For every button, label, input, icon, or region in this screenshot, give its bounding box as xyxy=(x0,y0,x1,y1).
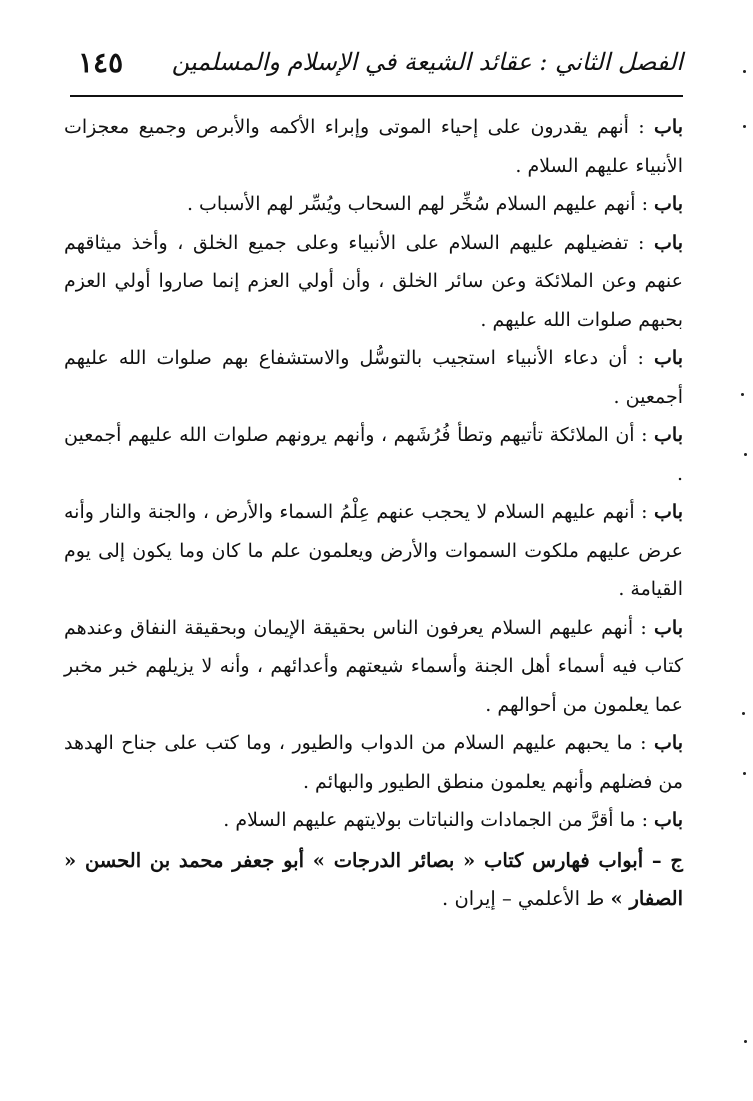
chapter-entry xyxy=(64,801,683,840)
entry-label: باب xyxy=(654,231,683,254)
scan-speck xyxy=(743,70,746,73)
entry-text: : ما أقرَّ من الجمادات والنباتات بولايتهم عليهم السلام . xyxy=(223,809,655,831)
entry-label: باب xyxy=(654,732,683,754)
entry-label: باب xyxy=(654,116,683,138)
entry-label: باب xyxy=(654,809,683,831)
entry-label: باب xyxy=(654,347,683,369)
chapter-entry xyxy=(64,339,683,416)
page-header xyxy=(70,38,683,92)
entry-text: : أن دعاء الأنبياء استجيب بالتوسُّل والاستشفاع بهم صلوات الله عليهم أجمعين . xyxy=(64,347,683,408)
entry-text: : أنهم عليهم السلام يعرفون الناس بحقيقة الإيمان وبحقيقة النفاق وعندهم كتاب فيه أسماء أهل الجنة وأسماء شيعتهم وأعدائهم ، وأنه لا يزيلهم خبر مخبر عما يعلمون من أحوالهم . xyxy=(64,616,683,716)
chapter-entry xyxy=(64,724,683,801)
chapter-entry xyxy=(64,416,683,493)
entry-text: : ما يحبهم عليهم السلام من الدواب والطيور ، وما كتب على جناح الهدهد من فضلهم وأنهم يعلمون منطق الطيور والبهائم . xyxy=(64,732,683,793)
chapter-title: الفصل الثاني : عقائد الشيعة في الإسلام والمسلمين xyxy=(171,48,683,76)
entry-text: : تفضيلهم عليهم السلام على الأنبياء وعلى جميع الخلق ، وأخذ ميثاقهم عنهم وعن الملائكة وعن سائر الخلق ، وأن أولي العزم إنما صاروا أولي العزم بحبهم صلوات الله عليهم . xyxy=(64,231,683,331)
chapter-entry xyxy=(64,493,683,609)
source-reference xyxy=(64,842,683,919)
chapter-entry xyxy=(64,609,683,725)
entry-label: باب xyxy=(654,193,683,215)
header-divider xyxy=(70,95,683,97)
entry-text: : أنهم عليهم السلام سُخِّر لهم السحاب ويُسِّر لهم الأسباب . xyxy=(186,193,655,215)
scan-speck xyxy=(741,393,744,396)
entry-label: باب xyxy=(654,616,683,639)
entry-text: : أنهم عليهم السلام لا يحجب عنهم عِلْمُ السماء والأرض ، والجنة والنار وأنه عرض عليهم ملكوت السموات والأرض ويعلمون علم ما كان وما يكون إلى يوم القيامة . xyxy=(64,501,683,600)
page-body xyxy=(64,108,683,919)
chapter-entry xyxy=(64,185,683,224)
source-publisher: ط الأعلمي – إيران . xyxy=(442,887,611,910)
source-title: ج – أبواب فهارس كتاب « بصائر الدرجات » أبو جعفر محمد بن الحسن « الصفار » xyxy=(64,848,683,910)
scan-speck xyxy=(744,1040,747,1043)
chapter-entry xyxy=(64,108,683,185)
scan-speck xyxy=(742,712,745,715)
entry-label: باب xyxy=(654,501,683,523)
scan-speck xyxy=(743,772,746,775)
scan-speck xyxy=(743,125,746,128)
entry-label: باب xyxy=(654,424,683,446)
entry-text: : أنهم يقدرون على إحياء الموتى وإبراء الأكمه والأبرص وجميع معجزات الأنبياء عليهم السلام . xyxy=(64,116,683,177)
entry-text: : أن الملائكة تأتيهم وتطأ فُرُشَهم ، وأنهم يرونهم صلوات الله عليهم أجمعين . xyxy=(64,424,683,485)
page-number: ١٤٥ xyxy=(78,46,124,79)
scan-speck xyxy=(744,453,747,456)
chapter-entry xyxy=(64,224,683,340)
